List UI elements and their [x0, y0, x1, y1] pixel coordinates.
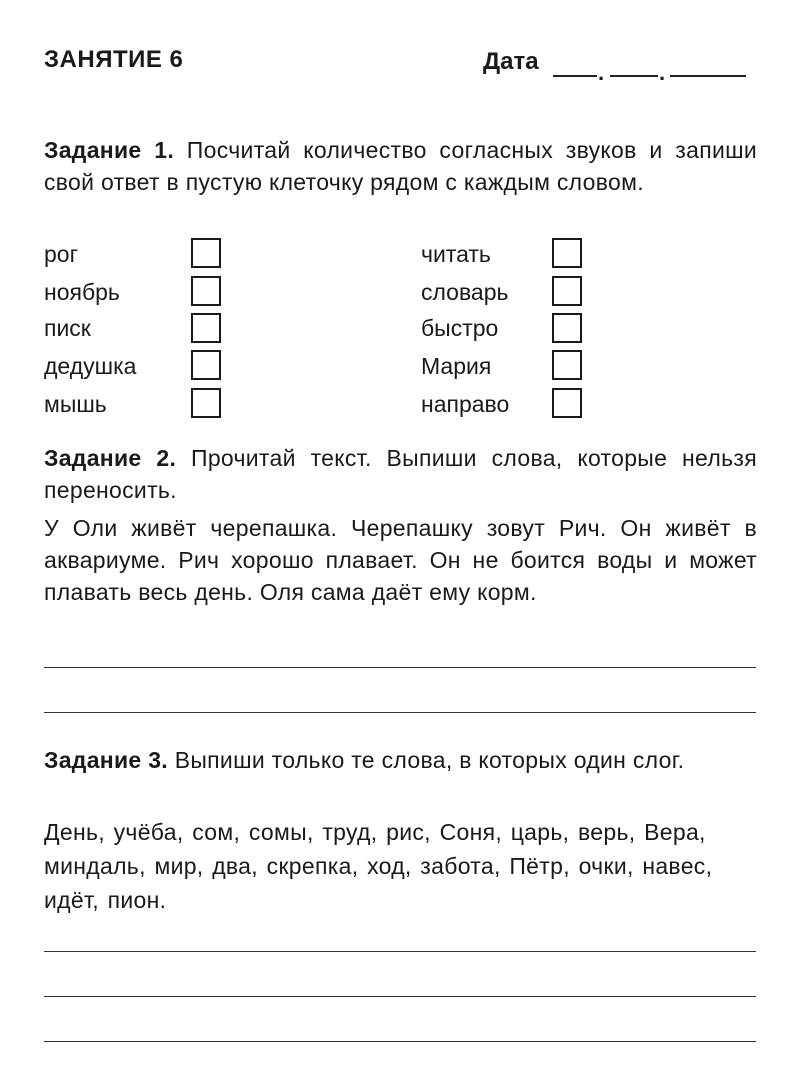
word-item: мышь [44, 391, 107, 417]
word-item: писк [44, 315, 91, 341]
task3-text: Выпиши только те слова, в которых один слог. [174, 747, 685, 773]
date-year-field[interactable] [670, 75, 746, 77]
answer-box[interactable] [552, 313, 582, 343]
answer-line[interactable] [44, 951, 756, 952]
task2-passage: У Оли живёт черепашка. Черепашку зовут Рич. Он живёт в аквариуме. Рич хорошо плавает. Он не боится воды и может плавать весь день. Оля сама даёт ему корм. [44, 515, 757, 605]
task1-label: Задание 1. [44, 137, 175, 163]
word-item: дедушка [44, 353, 137, 379]
word-item: читать [421, 241, 491, 267]
answer-box[interactable] [552, 350, 582, 380]
date-separator: . [659, 60, 666, 85]
answer-line[interactable] [44, 996, 756, 997]
task2-text: Прочитай текст. Выпиши слова, которые нельзя переносить. [44, 445, 757, 503]
word-item: словарь [421, 279, 509, 305]
answer-box[interactable] [191, 350, 221, 380]
answer-box[interactable] [191, 313, 221, 343]
answer-box[interactable] [191, 276, 221, 306]
task1-text: Посчитай количество согласных звуков и запиши свой ответ в пустую клеточку рядом с каждым словом. [44, 137, 757, 195]
task2-instruction [44, 442, 757, 506]
lesson-title: ЗАНЯТИЕ 6 [44, 46, 184, 73]
word-item: рог [44, 241, 78, 267]
answer-line[interactable] [44, 712, 756, 713]
date-label: Дата [483, 48, 539, 75]
task3-instruction [44, 744, 757, 776]
date-separator: . [598, 60, 605, 85]
answer-box[interactable] [552, 238, 582, 268]
task2-label: Задание 2. [44, 445, 177, 471]
word-item: ноябрь [44, 279, 120, 305]
word-item: Мария [421, 353, 492, 379]
answer-box[interactable] [552, 388, 582, 418]
task1-instruction [44, 134, 757, 198]
task3-word-list: День, учёба, сом, сомы, труд, рис, Соня, царь, верь, Вера, миндаль, мир, два, скрепка, ход, забота, Пётр, очки, навес, идёт, пион. [44, 819, 713, 913]
task3-label: Задание 3. [44, 747, 168, 773]
word-item: направо [421, 391, 510, 417]
answer-box[interactable] [191, 388, 221, 418]
date-day-field[interactable] [553, 75, 597, 77]
answer-line[interactable] [44, 667, 756, 668]
answer-line[interactable] [44, 1041, 756, 1042]
answer-box[interactable] [191, 238, 221, 268]
word-item: быстро [421, 315, 499, 341]
date-month-field[interactable] [610, 75, 658, 77]
answer-box[interactable] [552, 276, 582, 306]
